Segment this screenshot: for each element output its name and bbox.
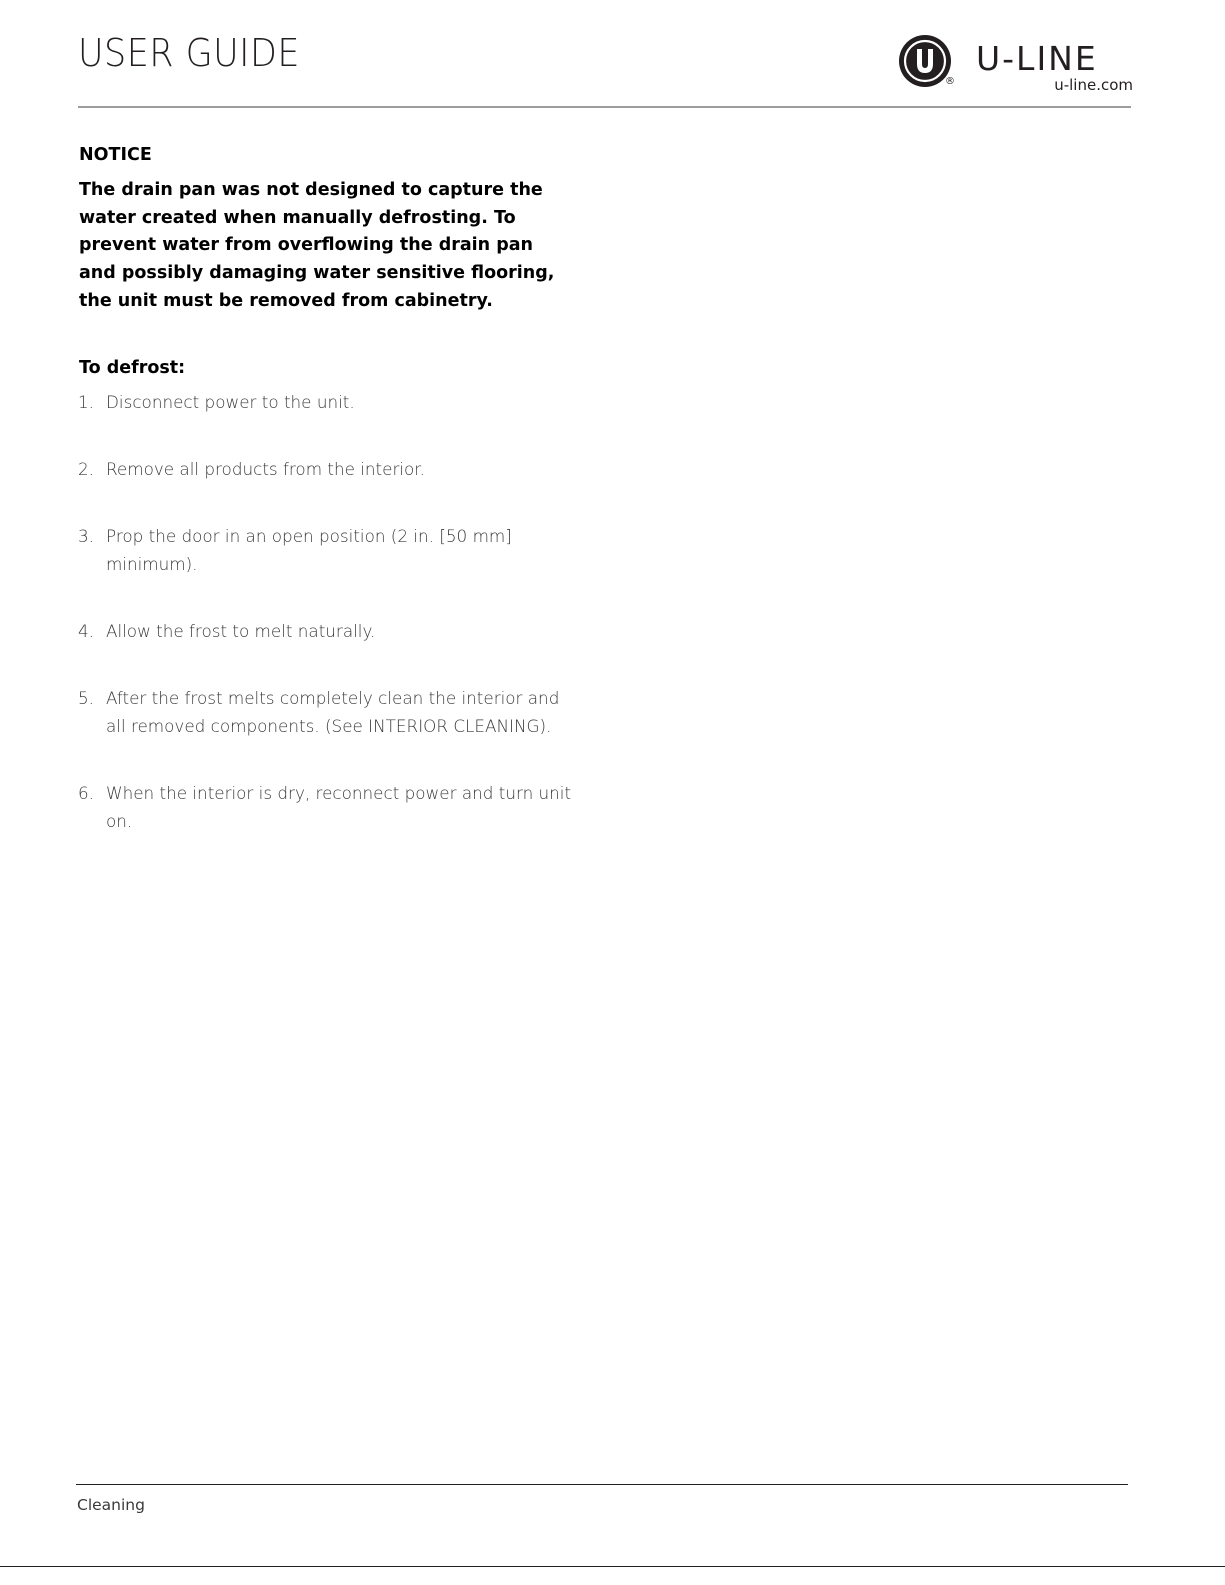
notice-line: The drain pan was not designed to capture the bbox=[79, 180, 543, 200]
step-line: all removed components. (See INTERIOR CLEANING). bbox=[106, 715, 552, 736]
defrost-step-3 bbox=[78, 523, 598, 578]
defrost-step-6 bbox=[78, 780, 598, 835]
defrost-heading: To defrost: bbox=[79, 358, 186, 378]
step-line: Allow the frost to melt naturally. bbox=[106, 621, 376, 641]
page-bottom-edge bbox=[0, 1566, 1225, 1567]
page-title: USER GUIDE bbox=[78, 31, 300, 75]
defrost-step-1 bbox=[78, 389, 598, 417]
brand-url: u-line.com bbox=[1054, 76, 1133, 94]
step-line: When the interior is dry, reconnect power and turn unit bbox=[106, 783, 572, 803]
notice-line: water created when manually defrosting. To bbox=[79, 207, 516, 228]
defrost-step-4 bbox=[78, 618, 598, 646]
step-line: minimum). bbox=[106, 553, 198, 574]
step-number: 1. bbox=[78, 392, 95, 412]
step-text bbox=[106, 389, 598, 417]
registered-mark: ® bbox=[945, 76, 955, 87]
step-line: Disconnect power to the unit. bbox=[106, 392, 355, 412]
step-number: 5. bbox=[78, 688, 95, 708]
footer-divider bbox=[76, 1484, 1128, 1485]
notice-line: and possibly damaging water sensitive flooring, bbox=[79, 263, 555, 284]
defrost-step-2 bbox=[78, 456, 598, 484]
notice-heading: NOTICE bbox=[79, 145, 152, 165]
header-divider bbox=[78, 106, 1131, 108]
brand-wordmark: U-LINE bbox=[976, 39, 1098, 78]
notice-line: the unit must be removed from cabinetry. bbox=[79, 290, 493, 311]
notice-line: prevent water from overflowing the drain pan bbox=[79, 235, 534, 256]
step-number: 4. bbox=[78, 621, 95, 641]
step-text bbox=[106, 618, 598, 646]
step-text bbox=[106, 523, 598, 578]
step-number: 2. bbox=[78, 459, 95, 479]
step-line: Remove all products from the interior. bbox=[106, 459, 425, 479]
step-number: 3. bbox=[78, 526, 95, 546]
notice-body bbox=[79, 177, 579, 316]
u-line-logo-mark-icon bbox=[898, 34, 952, 88]
step-line: After the frost melts completely clean the interior and bbox=[106, 688, 560, 708]
step-line: Prop the door in an open position (2 in. [50 mm] bbox=[106, 526, 512, 546]
step-text bbox=[106, 456, 598, 484]
footer-section-label: Cleaning bbox=[77, 1496, 145, 1514]
step-line: on. bbox=[106, 810, 133, 831]
step-text bbox=[106, 685, 598, 740]
brand-logo bbox=[898, 34, 1133, 98]
defrost-step-5 bbox=[78, 685, 598, 740]
step-number: 6. bbox=[78, 783, 95, 803]
step-text bbox=[106, 780, 598, 835]
